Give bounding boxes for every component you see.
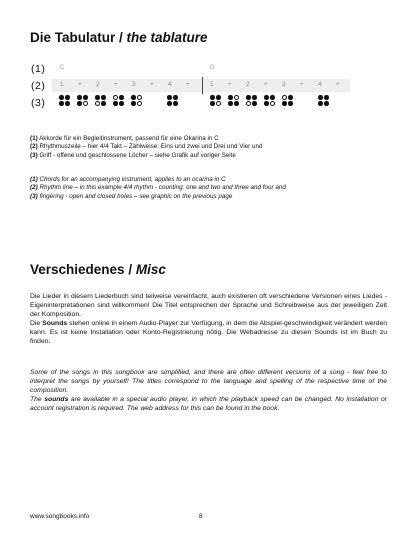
rhythm-count: +	[300, 81, 304, 88]
ocarina-fingering-icon	[131, 95, 143, 107]
misc-english-paragraph: Some of the songs in this songbook are simplified, and there are often different versions of a song - feel free to interpret the songs by yourself! The titles correspond to the language and spelling of the respective time of the composition. The sounds are available in a special audio player, in which the playback speed can be changed. No installation or account registration is required. The web address for this can be found in the book.	[30, 369, 387, 412]
ocarina-fingering-icon	[264, 95, 276, 107]
rhythm-line	[52, 79, 350, 92]
chord-1: C	[60, 65, 65, 71]
footer-website: www.songbooks.info	[30, 513, 90, 520]
row-label-3: (3)	[31, 97, 46, 109]
misc-german-paragraph: Die Lieder in diesem Liederbuch sind teilweise vereinfacht, auch existieren oft verschiedene Versionen eines Liedes - Eigeninterpretationen sind willkommen! Die Titel entsprechen der Sprache und Schreibweise aus der jeweiligen Zeit der Komposition. Die Sounds stehen online in einem Audio-Player zur Verfügung, in dem die Abspiel-geschwindigkeit verändert werden kann. Es ist keine Installation oder Konto-Registrierung nötig. Die Webadresse zu diesen Sounds ist im Buch zu finden.	[30, 293, 387, 345]
legend-item: (3) Griff - offene und geschlossene Löcher – siehe Grafik auf voriger Seite	[30, 151, 236, 159]
legend-german	[30, 135, 390, 160]
ocarina-fingering-icon	[59, 95, 71, 107]
tablature-heading: Die Tabulatur / the tablature	[30, 30, 208, 45]
ocarina-fingering-icon	[113, 95, 125, 107]
ocarina-fingering-icon	[318, 95, 330, 107]
misc-title-en: Misc	[135, 262, 166, 277]
rhythm-count: 1	[210, 81, 214, 88]
ocarina-fingering-icon	[246, 95, 258, 107]
misc-heading: Verschiedenes / Misc	[30, 262, 166, 277]
chord-2: G	[210, 65, 215, 71]
legend-item: (1) Akkorde für ein Begleitinstrument, passend für eine Okarina in C	[30, 135, 219, 142]
rhythm-count: +	[264, 81, 268, 88]
sounds-paragraph-en: The sounds are available in a special audio player, in which the playback speed can be changed. No installation or account registration is required. The web address for this can be found in the book.	[30, 396, 387, 412]
ocarina-fingering-icon	[228, 95, 240, 107]
rhythm-count: +	[336, 81, 340, 88]
misc-title-de: Verschiedenes	[30, 262, 125, 277]
legend-item: (2) Rhythmuszeile – hier 4/4 Takt – Zählweise: Eins und zwei und Drei und Vier und	[30, 143, 263, 151]
ocarina-fingering-icon	[167, 95, 179, 107]
row-label-1: (1)	[31, 63, 46, 75]
rhythm-count: +	[114, 81, 118, 88]
rhythm-count: +	[150, 81, 154, 88]
legend-english	[30, 176, 390, 201]
rhythm-count: +	[228, 81, 232, 88]
sounds-paragraph: Die Sounds stehen online in einem Audio-Player zur Verfügung, in dem die Abspiel-geschwindigkeit verändert werden kann. Es ist keine Installation oder Konto-Registrierung nötig. Die Webadresse zu diesen Sounds ist im Buch zu finden.	[30, 320, 387, 345]
rhythm-count: +	[78, 81, 82, 88]
tablature-title-de: Die Tabulatur	[30, 30, 116, 45]
row-label-2: (2)	[31, 80, 46, 92]
bar-line	[202, 77, 203, 94]
rhythm-count: 4	[168, 81, 172, 88]
legend-item: (2) Rhythm line – in this example 4/4 rhythm - counting: one and two and three and four and	[30, 184, 286, 192]
tablature-title-en: the tablature	[126, 30, 208, 45]
page-number: 8	[199, 513, 203, 520]
rhythm-count: 3	[282, 81, 286, 88]
rhythm-count: 3	[132, 81, 136, 88]
legend-item: (1) Chords for an accompanying instrument, applies to an ocarina in C	[30, 176, 226, 183]
rhythm-count: 2	[96, 81, 100, 88]
ocarina-fingering-icon	[210, 95, 222, 107]
legend-item: (3) fingering - open and closed holes – see graphic on the previous page	[30, 192, 233, 200]
rhythm-count: 4	[318, 81, 322, 88]
ocarina-fingering-icon	[95, 95, 107, 107]
rhythm-count: 2	[246, 81, 250, 88]
rhythm-count: +	[186, 81, 190, 88]
rhythm-count: 1	[60, 81, 64, 88]
ocarina-fingering-icon	[77, 95, 89, 107]
ocarina-fingering-icon	[282, 95, 294, 107]
